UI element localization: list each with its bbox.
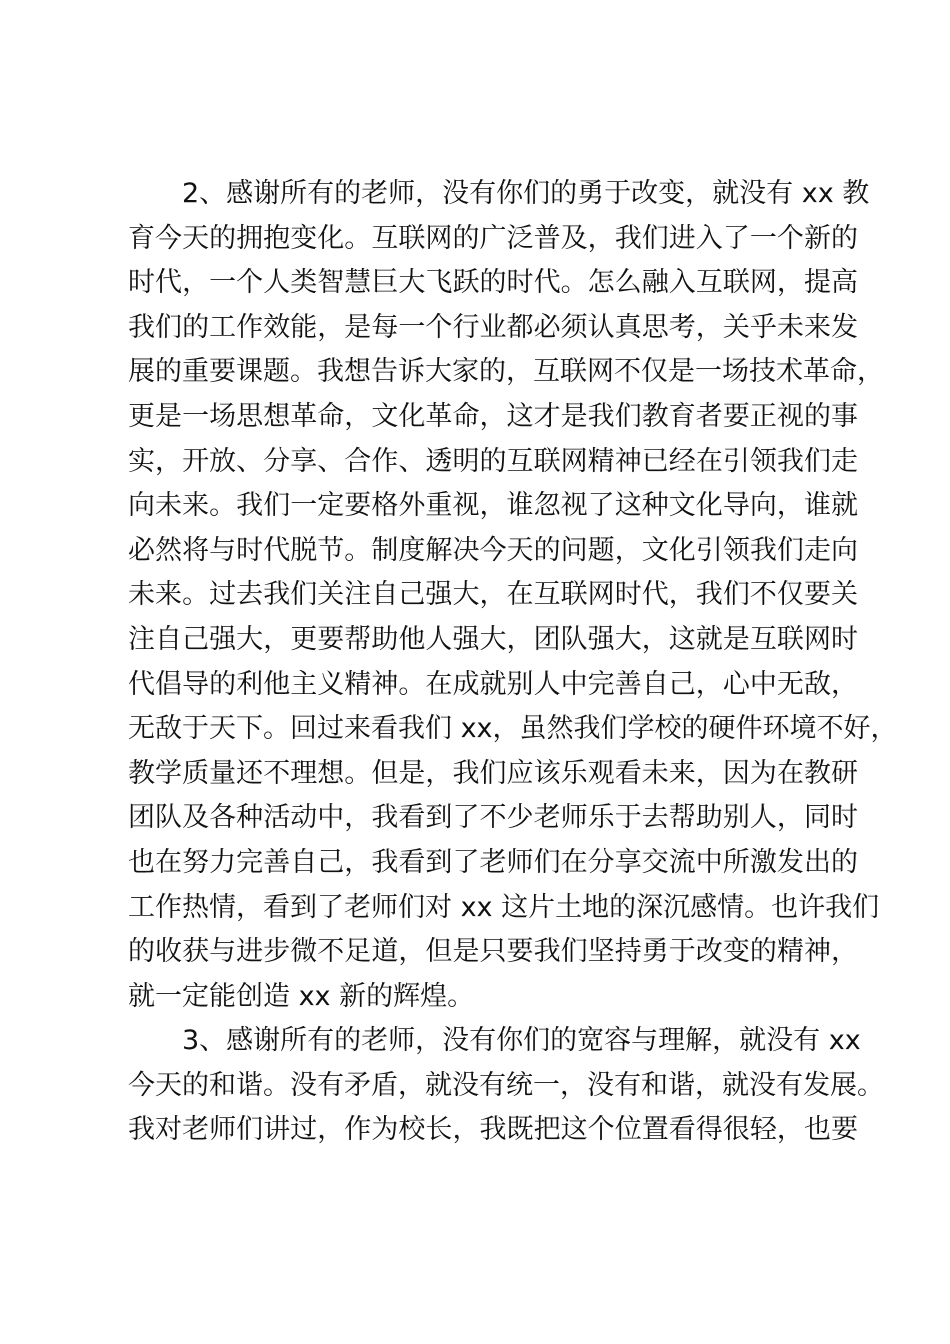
paragraph-line: 时代，一个人类智慧巨大飞跃的时代。怎么融入互联网，提高 [128, 267, 858, 299]
paragraph-line: 工作热情，看到了老师们对 xx 这片土地的深沉感情。也许我们 [128, 891, 880, 923]
paragraph-line: 就一定能创造 xx 新的辉煌。 [128, 980, 475, 1012]
paragraph-line: 我们的工作效能，是每一个行业都必须认真思考，关乎未来发 [128, 311, 858, 343]
paragraph-line: 更是一场思想革命，文化革命，这才是我们教育者要正视的事 [128, 400, 858, 432]
paragraph-line: 无敌于天下。回过来看我们 xx，虽然我们学校的硬件环境不好， [128, 713, 898, 745]
paragraph-line: 注自己强大，更要帮助他人强大，团队强大，这就是互联网时 [128, 623, 858, 655]
paragraph-line: 实，开放、分享、合作、透明的互联网精神已经在引领我们走 [128, 445, 858, 477]
paragraph-line: 今天的和谐。没有矛盾，就没有统一，没有和谐，就没有发展。 [128, 1069, 884, 1101]
paragraph-line: 3、感谢所有的老师，没有你们的宽容与理解，就没有 xx [182, 1025, 861, 1057]
paragraph-line: 未来。过去我们关注自己强大，在互联网时代，我们不仅要关 [128, 579, 858, 611]
paragraph-line: 教学质量还不理想。但是，我们应该乐观看未来，因为在教研 [128, 757, 858, 789]
paragraph-line: 的收获与进步微不足道，但是只要我们坚持勇于改变的精神， [128, 936, 858, 968]
paragraph-line: 2、感谢所有的老师，没有你们的勇于改变，就没有 xx 教 [182, 178, 870, 209]
paragraph-line: 我对老师们讲过，作为校长，我既把这个位置看得很轻，也要 [128, 1114, 858, 1146]
paragraph-line: 向未来。我们一定要格外重视，谁忽视了这种文化导向，谁就 [128, 490, 858, 522]
paragraph-line: 必然将与时代脱节。制度解决今天的问题，文化引领我们走向 [128, 534, 858, 566]
paragraph-line: 团队及各种活动中，我看到了不少老师乐于去帮助别人，同时 [128, 802, 858, 834]
paragraph-line: 也在努力完善自己，我看到了老师们在分享交流中所激发出的 [128, 846, 858, 878]
paragraph-line: 代倡导的利他主义精神。在成就别人中完善自己，心中无敌， [128, 668, 858, 700]
paragraph-line: 育今天的拥抱变化。互联网的广泛普及，我们进入了一个新的 [128, 222, 858, 254]
body-text [128, 172, 898, 1153]
paragraph-line: 展的重要课题。我想告诉大家的，互联网不仅是一场技术革命， [128, 356, 884, 388]
